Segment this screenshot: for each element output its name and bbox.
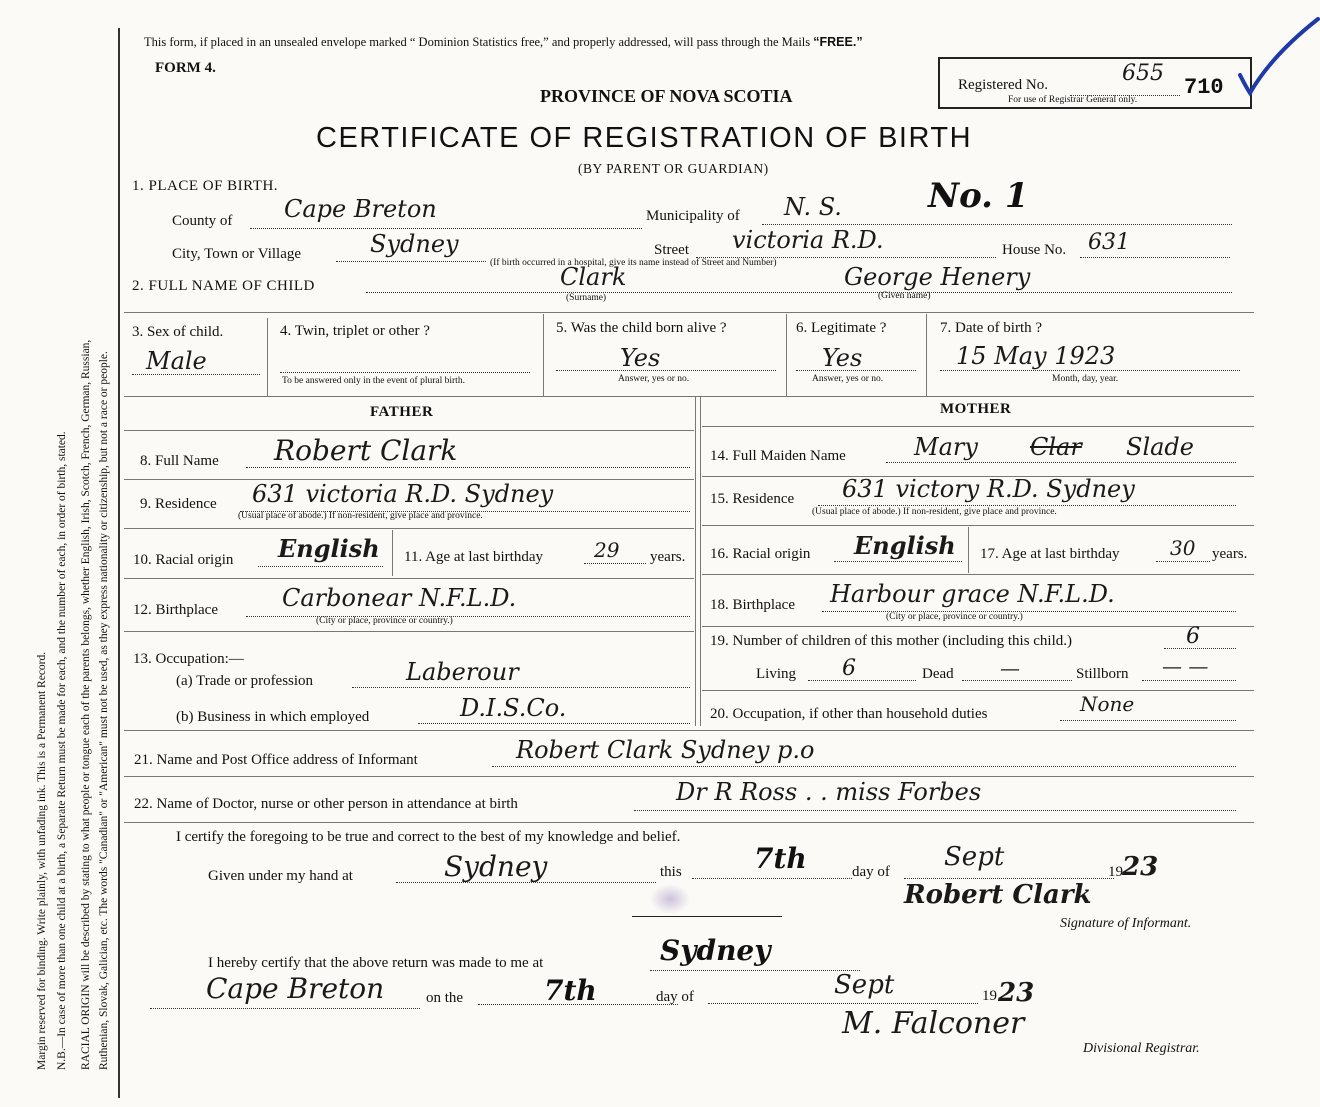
father-race-label: 10. Racial origin bbox=[133, 552, 234, 568]
mother-rule-5 bbox=[702, 626, 1254, 627]
legit-note: Answer, yes or no. bbox=[812, 374, 884, 384]
mother-still-line bbox=[1142, 680, 1236, 681]
hospital-note: (If birth occurred in a hospital, give its name instead of Street and Number) bbox=[490, 258, 777, 268]
alive-line bbox=[556, 370, 776, 371]
father-biz-label: (b) Business in which employed bbox=[176, 709, 370, 725]
house-value: 631 bbox=[1088, 230, 1130, 255]
father-bp-label: 12. Birthplace bbox=[133, 602, 218, 618]
dob-value: 15 May 1923 bbox=[956, 342, 1116, 370]
registered-box bbox=[938, 57, 1252, 109]
margin-note-plural-birth: N.B.—In case of more than one child at a birth, a Separate Return must be made for each, and the number of each, in order of birth, stated. bbox=[56, 431, 68, 1070]
father-rule-1 bbox=[124, 430, 694, 431]
mother-occ-line bbox=[1060, 720, 1236, 721]
father-trade-value: Laberour bbox=[406, 658, 519, 686]
dob-label: 7. Date of birth ? bbox=[940, 320, 1043, 336]
father-rule-5 bbox=[124, 631, 694, 632]
mother-dead-label: Dead bbox=[922, 666, 954, 682]
registrar-signature: M. Falconer bbox=[842, 1006, 1025, 1041]
mother-res-label: 15. Residence bbox=[710, 491, 795, 507]
certify-year-prefix: 19 bbox=[1108, 864, 1123, 880]
mother-living-line bbox=[808, 680, 916, 681]
twin-note: To be answered only in the event of plural birth. bbox=[282, 376, 465, 386]
county-label: County of bbox=[172, 213, 233, 229]
legit-value: Yes bbox=[822, 344, 863, 372]
father-trade-label: (a) Trade or profession bbox=[176, 673, 314, 689]
registered-label: Registered No. bbox=[958, 77, 1048, 93]
registrar-county-line bbox=[150, 1008, 420, 1009]
child-surname-label: (Surname) bbox=[566, 293, 607, 303]
municipality-line bbox=[762, 224, 1232, 225]
province-heading: PROVINCE OF NOVA SCOTIA bbox=[540, 86, 793, 106]
registrar-signature-label: Divisional Registrar. bbox=[1083, 1041, 1200, 1056]
doctor-value: Dr R Ross . . miss Forbes bbox=[676, 778, 982, 806]
father-age-value: 29 bbox=[594, 538, 620, 562]
mother-living-value: 6 bbox=[842, 656, 856, 681]
registrar-place-line bbox=[650, 970, 860, 971]
father-age-unit: years. bbox=[650, 549, 686, 565]
informant-value: Robert Clark Sydney p.o bbox=[516, 736, 815, 764]
mother-race-label: 16. Racial origin bbox=[710, 546, 811, 562]
row-divider-top bbox=[124, 312, 1254, 313]
city-label: City, Town or Village bbox=[172, 246, 302, 262]
father-race-value: English bbox=[278, 534, 380, 563]
col-div-3 bbox=[786, 314, 787, 396]
alive-note: Answer, yes or no. bbox=[618, 374, 690, 384]
col-div-1 bbox=[267, 318, 268, 396]
certify-this-label: this bbox=[660, 864, 682, 880]
father-res-note: (Usual place of abode.) If non-resident, give place and province. bbox=[238, 511, 483, 521]
mother-occ-label: 20. Occupation, if other than household duties bbox=[710, 706, 988, 722]
father-res-value: 631 victoria R.D. Sydney bbox=[252, 480, 554, 508]
alive-label: 5. Was the child born alive ? bbox=[556, 320, 727, 336]
mother-children-label: 19. Number of children of this mother (including this child.) bbox=[710, 633, 1073, 649]
mother-race-divider bbox=[968, 527, 969, 573]
father-rule-4 bbox=[124, 578, 694, 579]
registrar-place-value: Sydney bbox=[660, 934, 771, 967]
mother-age-label: 17. Age at last birthday bbox=[980, 546, 1120, 562]
mother-still-value: — — bbox=[1162, 654, 1209, 678]
certificate-subtitle: (BY PARENT OR GUARDIAN) bbox=[578, 161, 769, 176]
father-biz-value: D.I.S.Co. bbox=[460, 694, 567, 722]
dob-note: Month, day, year. bbox=[1052, 374, 1119, 384]
house-label: House No. bbox=[1002, 242, 1067, 258]
house-line bbox=[1080, 257, 1230, 258]
margin-note-binding: Margin reserved for binding. Write plainly, with unfading ink. This is a Permanent Record. bbox=[36, 651, 48, 1070]
father-name-line bbox=[246, 467, 690, 468]
county-value: Cape Breton bbox=[284, 195, 437, 223]
mother-still-label: Stillborn bbox=[1076, 666, 1129, 682]
child-name-label: 2. FULL NAME OF CHILD bbox=[132, 278, 315, 294]
certify-day-value: 7th bbox=[754, 842, 807, 875]
mother-bp-value: Harbour grace N.F.L.D. bbox=[830, 580, 1115, 608]
father-bp-value: Carbonear N.F.L.D. bbox=[282, 584, 517, 612]
alive-value: Yes bbox=[620, 344, 661, 372]
municipality-label: Municipality of bbox=[646, 208, 740, 224]
registrar-year-prefix: 19 bbox=[982, 988, 997, 1004]
sex-value: Male bbox=[146, 347, 207, 375]
certify-dayof-label: day of bbox=[852, 864, 890, 880]
mother-bp-label: 18. Birthplace bbox=[710, 597, 795, 613]
father-bp-line bbox=[246, 616, 690, 617]
street-line bbox=[696, 257, 996, 258]
registrar-dayof-label: day of bbox=[656, 989, 694, 1005]
registrar-day-value: 7th bbox=[544, 974, 597, 1007]
informant-line bbox=[492, 766, 1236, 767]
father-res-label: 9. Residence bbox=[140, 496, 217, 512]
informant-signature: Robert Clark bbox=[904, 880, 1092, 910]
street-label: Street bbox=[654, 242, 689, 258]
father-race-divider bbox=[392, 530, 393, 576]
municipality-number: No. 1 bbox=[928, 176, 1029, 216]
legit-label: 6. Legitimate ? bbox=[796, 320, 887, 336]
registrar-year-value: 23 bbox=[998, 978, 1035, 1008]
child-name-line bbox=[366, 292, 1232, 293]
place-heading: 1. PLACE OF BIRTH. bbox=[132, 178, 279, 194]
municipality-value: N. S. bbox=[784, 193, 842, 221]
mother-rule-1 bbox=[702, 426, 1254, 427]
father-rule-3 bbox=[124, 528, 694, 529]
street-value: victoria R.D. bbox=[732, 226, 884, 254]
certify-month-value: Sept bbox=[944, 842, 1005, 872]
father-race-line bbox=[258, 566, 383, 567]
check-mark-icon bbox=[1232, 15, 1320, 105]
mother-name-label: 14. Full Maiden Name bbox=[710, 448, 846, 464]
ink-smudge-icon bbox=[650, 884, 690, 914]
father-heading: FATHER bbox=[370, 404, 434, 420]
twin-label: 4. Twin, triplet or other ? bbox=[280, 323, 430, 339]
mother-children-value: 6 bbox=[1186, 624, 1200, 649]
mother-res-line bbox=[818, 505, 1236, 506]
father-name-value: Robert Clark bbox=[274, 434, 458, 467]
certificate-title: CERTIFICATE OF REGISTRATION OF BIRTH bbox=[316, 122, 973, 154]
father-bp-note: (City or place, province or country.) bbox=[316, 616, 453, 626]
mother-children-line bbox=[1164, 648, 1236, 649]
form-number: FORM 4. bbox=[155, 60, 216, 76]
father-age-label: 11. Age at last birthday bbox=[404, 549, 543, 565]
row-divider-informant bbox=[124, 730, 1254, 731]
certify-day-line bbox=[692, 878, 852, 879]
parents-divider-2 bbox=[700, 396, 701, 726]
col-div-2 bbox=[543, 314, 544, 396]
registered-line bbox=[1070, 95, 1180, 96]
mail-notice bbox=[144, 35, 863, 50]
mother-occ-value: None bbox=[1080, 692, 1135, 716]
margin-rule bbox=[118, 28, 120, 1098]
mother-dead-line bbox=[962, 680, 1072, 681]
mother-heading: MOTHER bbox=[940, 401, 1012, 417]
mother-name-first: Mary bbox=[914, 433, 978, 461]
sex-label: 3. Sex of child. bbox=[132, 324, 224, 340]
father-trade-line bbox=[352, 687, 690, 688]
mother-living-label: Living bbox=[756, 666, 796, 682]
informant-label: 21. Name and Post Office address of Informant bbox=[134, 752, 418, 768]
mother-age-unit: years. bbox=[1212, 546, 1248, 562]
dob-line bbox=[940, 370, 1240, 371]
doctor-line bbox=[634, 810, 1236, 811]
registrar-month-value: Sept bbox=[834, 970, 895, 1000]
father-occ-label: 13. Occupation:— bbox=[133, 651, 244, 667]
mother-race-line bbox=[834, 561, 962, 562]
row-divider-doctor bbox=[124, 776, 1254, 777]
child-surname-value: Clark bbox=[560, 263, 627, 291]
registered-note: For use of Registrar General only. bbox=[1008, 95, 1138, 105]
parents-divider-1 bbox=[695, 396, 696, 726]
mother-rule-3 bbox=[702, 525, 1254, 526]
registrar-county-value: Cape Breton bbox=[206, 972, 385, 1005]
informant-signature-label: Signature of Informant. bbox=[1060, 916, 1192, 931]
registered-stamp-number: 710 bbox=[1184, 75, 1224, 100]
mother-name-struck: Clar bbox=[1030, 433, 1082, 461]
county-line bbox=[250, 228, 642, 229]
mother-name-last: Slade bbox=[1126, 433, 1194, 461]
mother-res-note: (Usual place of abode.) If non-resident, give place and province. bbox=[812, 507, 1057, 517]
father-age-line bbox=[584, 563, 646, 564]
mother-rule-4 bbox=[702, 574, 1254, 575]
child-given-label: (Given name) bbox=[878, 291, 931, 301]
certify-place-value: Sydney bbox=[444, 850, 548, 883]
child-given-value: George Henery bbox=[844, 263, 1031, 291]
row-divider-certify bbox=[124, 822, 1254, 823]
certify-month-line bbox=[904, 878, 1114, 879]
registered-hand-number: 655 bbox=[1122, 61, 1164, 86]
father-name-label: 8. Full Name bbox=[140, 453, 219, 469]
mother-race-value: English bbox=[854, 531, 956, 560]
margin-note-nationality: Ruthenian, Slovak, Galician, etc. The words "Canadian" or "American" must not be used, as they express nationality or citizenship, but not a race or people. bbox=[98, 351, 110, 1070]
certify-given-label: Given under my hand at bbox=[208, 868, 353, 884]
mother-age-value: 30 bbox=[1170, 536, 1196, 560]
registrar-onthe-label: on the bbox=[426, 990, 464, 1006]
mother-dead-value: — bbox=[1000, 656, 1020, 680]
certify-statement: I certify the foregoing to be true and correct to the best of my knowledge and belief. bbox=[176, 829, 681, 845]
doctor-label: 22. Name of Doctor, nurse or other person in attendance at birth bbox=[134, 796, 518, 812]
mother-name-line bbox=[886, 462, 1236, 463]
margin-note-racial-origin: RACIAL ORIGIN will be described by stating to what people or tongue each of the parents belongs, whether English, Irish, Scotch, French, German, Russian, bbox=[80, 339, 92, 1070]
city-value: Sydney bbox=[370, 230, 459, 258]
mail-free: “FREE.” bbox=[813, 35, 863, 49]
city-line bbox=[336, 261, 486, 262]
mother-rule-6 bbox=[702, 690, 1254, 691]
certify-year-value: 23 bbox=[1122, 852, 1159, 882]
father-biz-line bbox=[418, 723, 690, 724]
mother-bp-line bbox=[822, 611, 1236, 612]
mother-bp-note: (City or place, province or country.) bbox=[886, 612, 1023, 622]
registrar-month-line bbox=[708, 1003, 978, 1004]
mail-notice-text: This form, if placed in an unsealed envelope marked “ Dominion Statistics free,” and properly addressed, will pass through the Mails bbox=[144, 35, 811, 49]
stamp-underline bbox=[632, 916, 782, 917]
row-divider-parents bbox=[124, 396, 1254, 397]
col-div-4 bbox=[926, 314, 927, 396]
twin-line bbox=[280, 372, 530, 373]
mother-res-value: 631 victory R.D. Sydney bbox=[842, 475, 1135, 503]
registrar-statement: I hereby certify that the above return was made to me at bbox=[208, 955, 544, 971]
mother-age-line bbox=[1156, 561, 1210, 562]
